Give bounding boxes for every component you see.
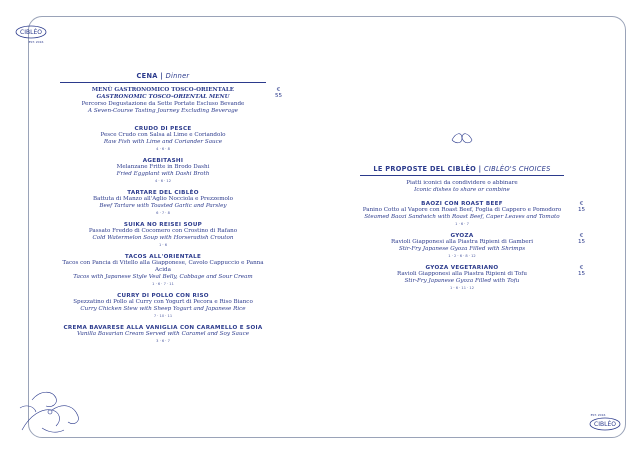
choices-intro: Piatti iconici da condividere o abbinare Iconic dishes to share or combine xyxy=(406,180,518,193)
dinner-column xyxy=(60,72,283,350)
course-item: SUIKA NO REISEI SOUP Passato Freddo di Cocomero con Crostino di Rafano Cold Watermelon Soup with Horseradish Crouton 1 · 6 xyxy=(60,222,266,247)
course-item: CRUDO DI PESCE Pesce Crudo con Salsa al Lime e Coriandolo Raw Fish with Lime and Coriander Sauce 4 · 6 · 8 xyxy=(60,126,266,151)
tasting-desc-en: A Seven-Course Tasting Journey Excluding Beverage xyxy=(88,108,238,114)
choice-price: € 15 xyxy=(578,201,586,213)
tasting-desc-it: Percorso Degustazione da Sette Portate Escluso Bevande xyxy=(81,101,245,107)
choice-price: € 15 xyxy=(578,265,586,277)
tasting-price: € 55 xyxy=(275,87,283,99)
svg-text:EST. 2016: EST. 2016 xyxy=(28,40,44,44)
allergen-codes: 1 · 6 · 7 xyxy=(455,222,469,226)
choice-item: GYOZA Ravioli Giapponesi alla Piastra Ripieni di Gamberi Stir-Fry Japanese Gyoza Filled with Shrimps 1 · 2 · 6 · 8 · 12 € 15 xyxy=(360,233,564,258)
leaf-ornament xyxy=(448,126,476,150)
allergen-codes: 3 · 6 · 7 xyxy=(156,339,170,343)
cibleo-logo-top xyxy=(14,22,48,46)
choices-heading: LE PROPOSTE DEL CIBLÈO | CIBLÈO'S CHOICES xyxy=(360,165,564,176)
allergen-codes: 1 · 6 xyxy=(159,243,167,247)
choice-item: GYOZA VEGETARIANO Ravioli Giapponesi alla Piastra Ripieni di Tofu Stir-Fry Japanese Gyoza Filled with Tofu 1 · 6 · 11 · 12 € 15 xyxy=(360,265,564,290)
allergen-codes: 1 · 6 · 11 · 12 xyxy=(450,286,474,290)
svg-text:EST. 2016: EST. 2016 xyxy=(590,413,606,417)
tasting-menu xyxy=(60,87,283,115)
choice-price: € 15 xyxy=(578,233,586,245)
allergen-codes: 6 · 7 · 8 xyxy=(156,211,170,215)
course-item: TARTARE DEL CIBLÈO Battuta di Manzo all'Aglio Nocciola e Prezzemolo Beef Tartare with Toasted Garlic and Parsley 6 · 7 · 8 xyxy=(60,190,266,215)
cibleo-logo-bottom xyxy=(588,410,622,434)
choice-item: BAOZI CON ROAST BEEF Panino Cotto al Vapore con Roast Beef, Foglia di Cappero e Pomodoro Steamed Baozi Sandwich with Roast Beef, Caper Leaves and Tomato 1 · 6 · 7 € 15 xyxy=(360,201,564,226)
course-item: TACOS ALL'ORIENTALE Tacos con Pancia di Vitello alla Giapponese, Cavolo Cappuccio e Panna Acida Tacos with Japanese Style Veal Belly, Cabbage and Sour Cream 1 · 6 · 7 · 11 xyxy=(60,254,266,286)
allergen-codes: 4 · 6 · 12 xyxy=(155,179,171,183)
flower-illustration xyxy=(12,360,92,440)
course-item: CURRY DI POLLO CON RISO Spezzatino di Pollo al Curry con Yogurt di Pecora e Riso Bianco Curry Chicken Stew with Sheep Yogurt and Japanese Rice 7 · 10 · 11 xyxy=(60,293,266,318)
allergen-codes: 4 · 6 · 8 xyxy=(156,147,170,151)
course-item: AGEBITASHI Melanzane Fritte in Brodo Dashi Fried Eggplant with Dashi Broth 4 · 6 · 12 xyxy=(60,158,266,183)
course-item: CREMA BAVARESE ALLA VANIGLIA CON CARAMELLO E SOIA Vanilla Bavarian Cream Served with Caramel and Soy Sauce 3 · 6 · 7 xyxy=(60,325,266,343)
svg-text:CIBLÉO: CIBLÉO xyxy=(594,421,616,428)
dinner-heading: CENA | Dinner xyxy=(60,72,266,83)
choices-column xyxy=(360,165,586,297)
allergen-codes: 1 · 2 · 6 · 8 · 12 xyxy=(448,254,476,258)
allergen-codes: 1 · 6 · 7 · 11 xyxy=(152,282,174,286)
tasting-title-en: GASTRONOMIC TOSCO-ORIENTAL MENU xyxy=(96,94,230,100)
allergen-codes: 7 · 10 · 11 xyxy=(153,314,173,318)
svg-text:CIBLÉO: CIBLÉO xyxy=(20,29,42,36)
tasting-title-it: MENÙ GASTRONOMICO TOSCO-ORIENTALE xyxy=(91,87,235,93)
